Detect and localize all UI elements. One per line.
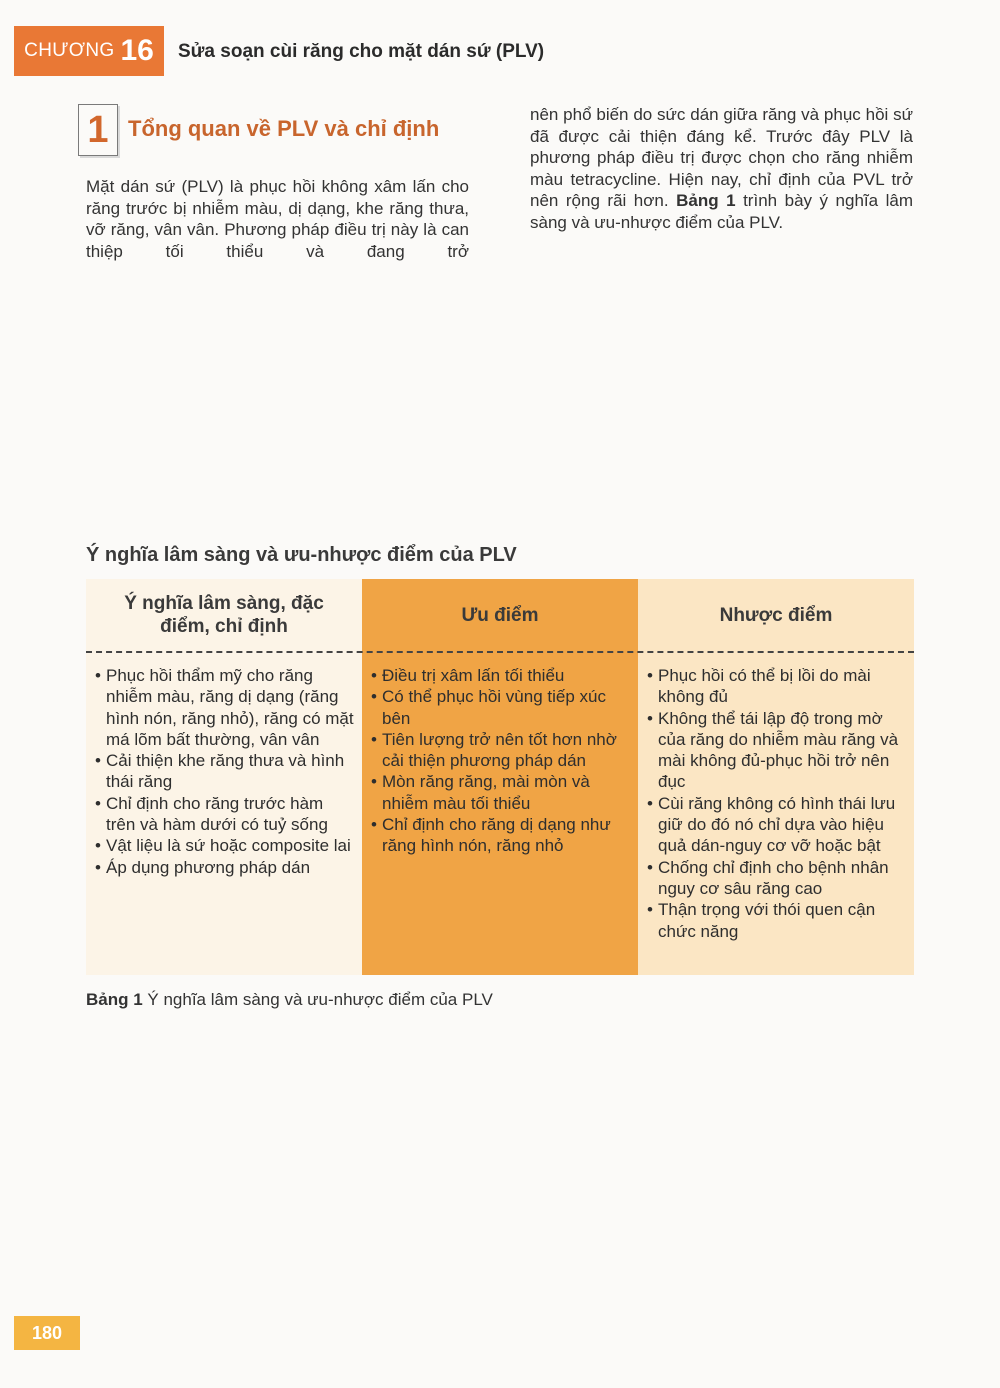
header-divider — [86, 651, 914, 653]
list-item: • Áp dụng phương pháp dán — [106, 857, 354, 878]
list-item: • Điều trị xâm lấn tối thiểu — [382, 665, 630, 686]
column-header: Nhược điểm — [719, 604, 833, 626]
section-title: Tổng quan về PLV và chỉ định — [128, 116, 440, 141]
chapter-badge — [14, 26, 164, 76]
column-header: Ý nghĩa lâm sàng, đặc điểm, chỉ định — [124, 593, 324, 637]
list-item: • Phục hồi có thể bị lồi do mài không đủ — [658, 665, 906, 708]
chapter-title: Sửa soạn cùi răng cho mặt dán sứ (PLV) — [178, 41, 545, 62]
column-clinical-significance — [86, 579, 362, 975]
chapter-number: 16 — [120, 34, 154, 67]
list-item: • Thận trọng với thói quen cận chức năng — [658, 899, 906, 942]
table-reference: Bảng 1 — [676, 191, 736, 210]
column-disadvantages — [638, 579, 914, 975]
column-header: Ưu điểm — [461, 604, 539, 626]
table-caption — [86, 990, 493, 1010]
list-item: • Phục hồi thẩm mỹ cho răng nhiễm màu, răng dị dạng (răng hình nón, răng nhỏ), răng có mặt má lõm bất thường, vân vân — [106, 665, 354, 750]
list-item: • Có thể phục hồi vùng tiếp xúc bên — [382, 686, 630, 729]
column-list — [86, 651, 362, 878]
table-heading: Ý nghĩa lâm sàng và ưu-nhược điểm của PLV — [86, 544, 517, 566]
column-list — [638, 651, 914, 942]
chapter-word: CHƯƠNG — [24, 40, 115, 61]
caption-label: Bảng 1 — [86, 990, 143, 1009]
list-item: • Cùi răng không có hình thái lưu giữ do đó nó chỉ dựa vào hiệu quả dán-nguy cơ vỡ hoặc bật — [658, 793, 906, 857]
column-list — [362, 651, 638, 857]
section-number: 1 — [78, 104, 118, 156]
paragraph-left: Mặt dán sứ (PLV) là phục hồi không xâm lấn cho răng trước bị nhiễm màu, dị dạng, khe răng thưa, vỡ răng, vân vân. Phương pháp điều trị này là can thiệp tối thiểu và đang trở — [86, 177, 469, 261]
list-item: • Chỉ định cho răng dị dạng như răng hình nón, răng nhỏ — [382, 814, 630, 857]
caption-text: Ý nghĩa lâm sàng và ưu-nhược điểm của PLV — [142, 990, 493, 1009]
list-item: • Mòn răng răng, mài mòn và nhiễm màu tối thiểu — [382, 771, 630, 814]
list-item: • Cải thiện khe răng thưa và hình thái răng — [106, 750, 354, 793]
paragraph-right — [530, 104, 913, 233]
list-item: • Chỉ định cho răng trước hàm trên và hàm dưới có tuỷ sống — [106, 793, 354, 836]
paragraph-right-text-after: trình bày ý nghĩa lâm sàng và ưu-nhược điểm của PLV. — [530, 191, 913, 232]
list-item: • Không thể tái lập độ trong mờ của răng do nhiễm màu răng và mài không đủ-phục hồi trở nên đục — [658, 708, 906, 793]
clinical-table — [86, 579, 914, 975]
column-advantages — [362, 579, 638, 975]
paragraph-right-text-before: nên phổ biến do sức dán giữa răng và phục hồi sứ đã được cải thiện đáng kể. Trước đây PLV là phương pháp điều trị được chọn cho răng nhiễm màu tetracycline. Hiện nay, chỉ định của PVL trở nên rộng rãi hơn. — [530, 105, 913, 210]
list-item: • Tiên lượng trở nên tốt hơn nhờ cải thiện phương pháp dán — [382, 729, 630, 772]
list-item: • Chống chỉ định cho bệnh nhân nguy cơ sâu răng cao — [658, 857, 906, 900]
page-number: 180 — [14, 1316, 80, 1350]
list-item: • Vật liệu là sứ hoặc composite lai — [106, 835, 354, 856]
